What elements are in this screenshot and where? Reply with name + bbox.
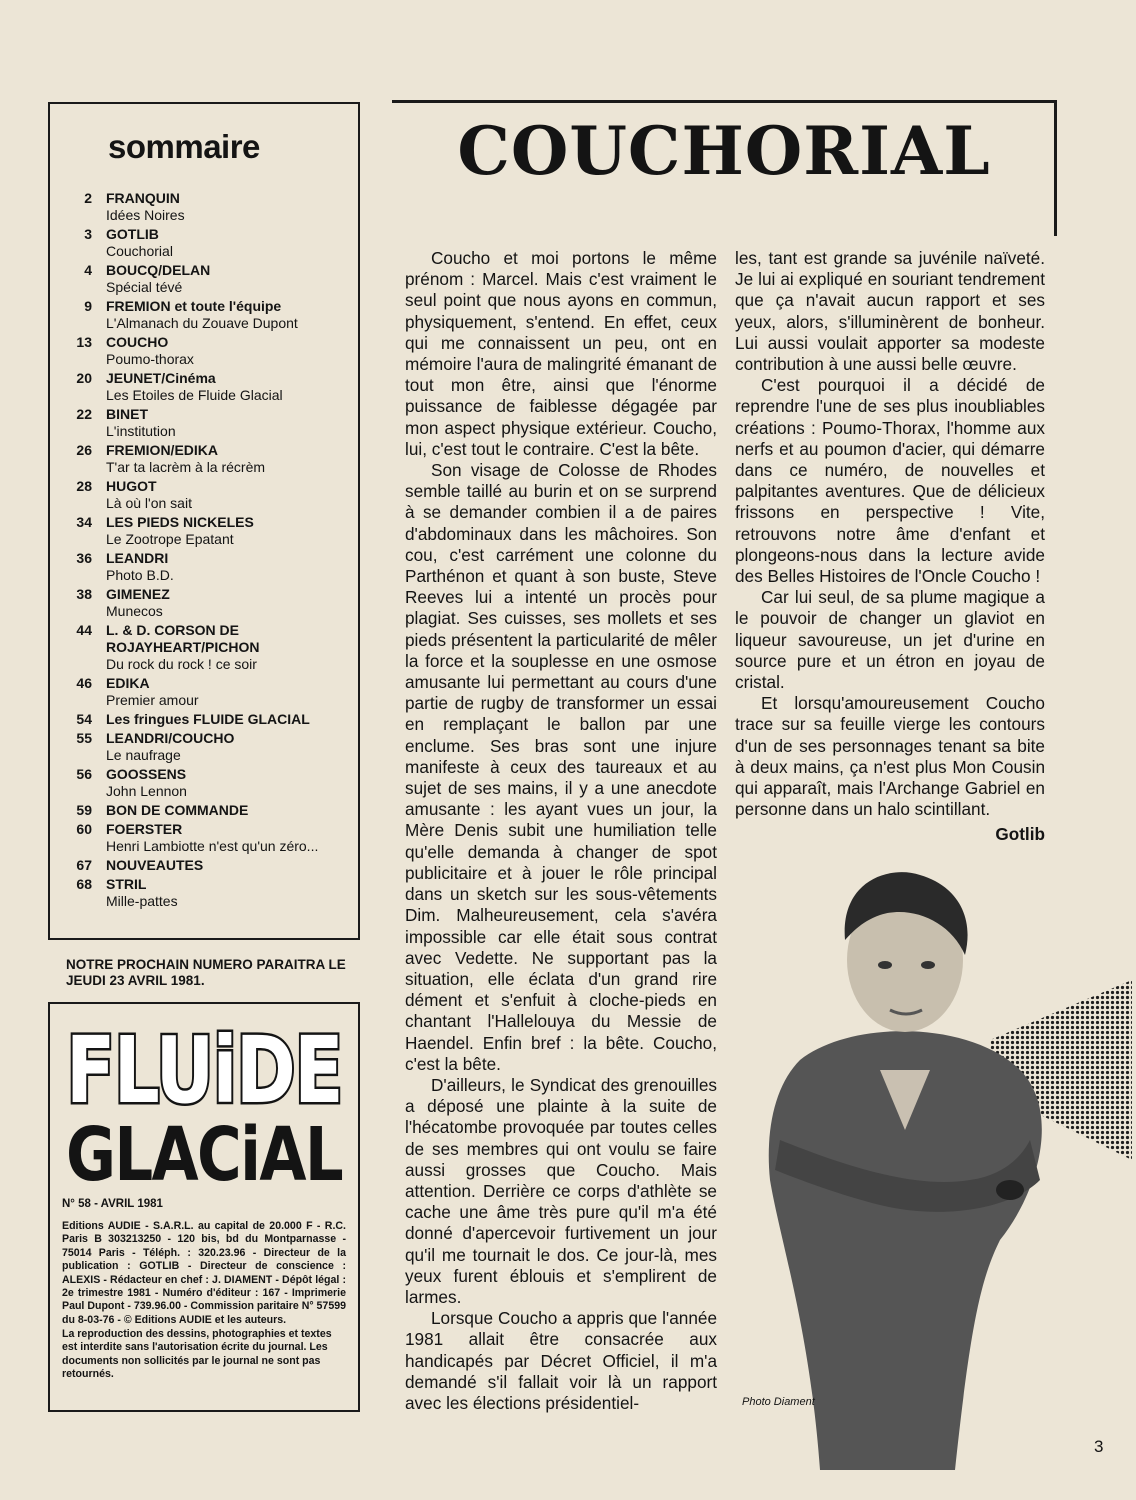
contents-entry <box>106 442 265 476</box>
contents-author: BOUCQ/DELAN <box>106 262 211 278</box>
contents-page-number: 46 <box>76 675 92 691</box>
logo-word-fluide: FLUiDE <box>66 1017 342 1124</box>
contents-item <box>58 857 348 874</box>
contents-author: HUGOT <box>106 478 157 494</box>
contents-item <box>58 226 348 260</box>
contents-author: FRANQUIN <box>106 190 180 206</box>
contents-story: Le naufrage <box>106 747 181 763</box>
author-signature: Gotlib <box>995 824 1045 845</box>
contents-author: Les fringues FLUIDE GLACIAL <box>106 711 310 727</box>
contents-story: T'ar ta lacrèm à la récrèm <box>106 459 266 475</box>
right-eye <box>921 961 935 969</box>
contents-story: John Lennon <box>106 783 187 799</box>
contents-author: LES PIEDS NICKELES <box>106 514 254 530</box>
article-paragraph: les, tant est grande sa juvénile naïveté. Je lui ai expliqué en souriant tendrement que ça n'avait aucun rapport et ses yeux, alors, s'illuminèrent de bonheur. Lui aussi voulait apporter sa modeste contribution à une aussi belle œuvre. <box>735 248 1045 375</box>
contents-story: Mille-pattes <box>106 893 178 909</box>
contents-author: LEANDRI <box>106 550 169 566</box>
contents-author: COUCHO <box>106 334 169 350</box>
contents-author: BON DE COMMANDE <box>106 802 249 818</box>
contents-story: L'Almanach du Zouave Dupont <box>106 315 298 331</box>
left-eye <box>878 961 892 969</box>
contents-story: Photo B.D. <box>106 567 174 583</box>
author-photo <box>740 860 1132 1470</box>
contents-story: Couchorial <box>106 243 173 259</box>
contents-page-number: 54 <box>76 711 92 727</box>
article-paragraph: Lorsque Coucho a appris que l'année 1981 allait être consacrée aux handicapés par Décret Officiel, il m'a demandé s'il fallait voir là un rapport avec les élections présidentiel- <box>405 1308 717 1413</box>
article-paragraph: Son visage de Colosse de Rhodes semble taillé au burin et on se surprend à se demander combien il a de paires d'abdominaux dans les mâchoires. Son cou, c'est carrément une colonne du Parthénon et quant à son buste, Steve Reeves lui a intenté un procès pour plagiat. Ses cuisses, ses mollets et ses pieds présentent la particularité de mêler la force et la souplesse en une osmose amusante lui permettant au cours d'une partie de rugby de transformer un essai en remplaçant le ballon par une enclume. Ses bras sont une injure manifeste à ceux des taureaux et au sujet de ses mains, il y a une anecdote amusante : les ayant vues un jour, la Mère Denis subit une humiliation telle qu'elle demanda à changer de spot publicitaire et à jouer le rôle principal dans un sketch sur les sous-vêtements Dim. Malheureusement, cela s'avéra impossible car elle était sous contrat avec Vedette. Ne supportant pas la situation, elle éclata d'un grand rire dément et s'enfuit à cloche-pieds en chantant l'Hallelouya du Messie de Haendel. Enfin bref : la bête. Coucho, c'est la bête. <box>405 460 717 1074</box>
contents-page-number: 59 <box>76 802 92 818</box>
contents-page-number: 28 <box>76 478 92 494</box>
contents-author: LEANDRI/COUCHO <box>106 730 235 746</box>
contents-item <box>58 766 348 800</box>
contents-page-number: 60 <box>76 821 92 837</box>
contents-story: L'institution <box>106 423 176 439</box>
contents-entry <box>106 514 254 548</box>
contents-page-number: 4 <box>84 262 92 278</box>
article-column-2 <box>735 248 1045 846</box>
contents-author: FOERSTER <box>106 821 183 837</box>
contents-entry <box>106 675 199 709</box>
contents-author: GOOSSENS <box>106 766 187 782</box>
contents-story: Les Etoiles de Fluide Glacial <box>106 387 283 403</box>
contents-author: NOUVEAUTES <box>106 857 204 873</box>
wristwatch <box>996 1180 1024 1200</box>
contents-page-number: 44 <box>76 622 92 638</box>
contents-page-number: 26 <box>76 442 92 458</box>
contents-item <box>58 298 348 332</box>
contents-author: FREMION et toute l'équipe <box>106 298 282 314</box>
contents-entry <box>106 622 348 673</box>
fluide-glacial-logo <box>62 1016 346 1198</box>
contents-page-number: 2 <box>84 190 92 206</box>
contents-item <box>58 711 348 728</box>
contents-item <box>58 478 348 512</box>
contents-entry <box>106 802 248 819</box>
contents-item <box>58 586 348 620</box>
contents-item <box>58 730 348 764</box>
article-column-1 <box>405 248 717 1414</box>
contents-story: Le Zootrope Epatant <box>106 531 234 547</box>
contents-item <box>58 406 348 440</box>
article-paragraph: Coucho et moi portons le même prénom : Marcel. Mais c'est vraiment le seul point que nous ayons en commun, physiquement, s'entend. En effet, ceux qui me connaissent un peu, ont en mémoire l'aura de malingrité émanant de tout mon être, ainsi que l'énorme puissance de faiblesse dégagée par mon aspect physique extérieur. Coucho, lui, c'est tout le contraire. C'est la bête. <box>405 248 717 459</box>
contents-item <box>58 550 348 584</box>
contents-author: JEUNET/Cinéma <box>106 370 216 386</box>
contents-entry <box>106 190 185 224</box>
contents-item <box>58 876 348 910</box>
contents-item <box>58 514 348 548</box>
contents-item <box>58 821 348 855</box>
contents-item <box>58 334 348 368</box>
legal-notice: Editions AUDIE - S.A.R.L. au capital de 20.000 F - R.C. Paris B 303213250 - 120 bis, bd du Montparnasse - 75014 Paris - Téléph. : 320.23.96 - Directeur de la publication : GOTLIB - Directeur de conscience : ALEXIS - Rédacteur en chef : J. DIAMENT - Dépôt légal : 2e trimestre 1981 - Numéro d'éditeur : 167 - Imprimerie Paul Dupont - 739.96.00 - Commission paritaire N° 57599 du 8-03-76 - © Editions AUDIE et les auteurs. <box>62 1220 346 1326</box>
article-paragraph: Et lorsqu'amoureusement Coucho trace sur sa feuille vierge les contours d'un de ses personnages tenant sa bite à deux mains, ça n'est plus Mon Cousin qui apparaît, mais l'Archange Gabriel en personne dans un halo scintillant. <box>735 693 1045 820</box>
contents-story: Poumo-thorax <box>106 351 194 367</box>
contents-page-number: 13 <box>76 334 92 350</box>
contents-page-number: 67 <box>76 857 92 873</box>
contents-author: EDIKA <box>106 675 150 691</box>
contents-entry <box>106 586 170 620</box>
contents-entry <box>106 478 192 512</box>
contents-entry <box>106 406 176 440</box>
article-paragraph: C'est pourquoi il a décidé de reprendre l'une de ses plus inoubliables créations : Poumo-Thorax, l'homme aux nerfs et au poumon d'acier, qui démarre dans ce numéro, de nouvelles et palpitantes aventures. Que de délicieux frissons en perspective ! Vite, retrouvons notre âme d'enfant et plongeons-nous dans la lecture avide des Belles Histoires de l'Oncle Coucho ! <box>735 375 1045 587</box>
contents-page-number: 36 <box>76 550 92 566</box>
contents-item <box>58 190 348 224</box>
contents-story: Premier amour <box>106 692 199 708</box>
rights-notice: La reproduction des dessins, photographies et textes est interdite sans l'autorisation écrite du journal. Les documents non sollicités par le journal ne sont pas retournés. <box>62 1328 332 1381</box>
contents-author: GOTLIB <box>106 226 159 242</box>
contents-author: STRIL <box>106 876 147 892</box>
contents-item <box>58 262 348 296</box>
contents-item <box>58 675 348 709</box>
contents-story: Du rock du rock ! ce soir <box>106 656 257 672</box>
contents-story: Spécial tévé <box>106 279 183 295</box>
logo-word-glacial: GLACiAL <box>66 1112 343 1198</box>
contents-author: GIMENEZ <box>106 586 170 602</box>
contents-entry <box>106 730 234 764</box>
contents-entry <box>106 711 310 728</box>
page-number: 3 <box>1094 1437 1104 1456</box>
contents-page-number: 68 <box>76 876 92 892</box>
contents-story: Henri Lambiotte n'est qu'un zéro... <box>106 838 319 854</box>
contents-page-number: 22 <box>76 406 92 422</box>
contents-entry <box>106 857 203 874</box>
contents-list <box>58 190 348 912</box>
contents-entry <box>106 876 178 910</box>
contents-entry <box>106 226 173 260</box>
contents-item <box>58 802 348 819</box>
contents-entry <box>106 334 194 368</box>
photo-credit: Photo Diament <box>742 1396 815 1408</box>
contents-item <box>58 370 348 404</box>
contents-item <box>58 442 348 476</box>
contents-entry <box>106 298 298 332</box>
contents-entry <box>106 766 187 800</box>
contents-entry <box>106 821 318 855</box>
contents-story: Munecos <box>106 603 163 619</box>
contents-page-number: 3 <box>84 226 92 242</box>
contents-item <box>58 622 348 673</box>
contents-entry <box>106 550 174 584</box>
contents-entry <box>106 262 210 296</box>
contents-title: sommaire <box>108 128 260 165</box>
contents-page-number: 55 <box>76 730 92 746</box>
contents-entry <box>106 370 283 404</box>
article-title: COUCHORIAL <box>457 112 991 190</box>
next-issue-notice: NOTRE PROCHAIN NUMERO PARAITRA LE JEUDI 23 AVRIL 1981. <box>66 957 346 988</box>
contents-author: L. & D. CORSON DE ROJAYHEART/PICHON <box>106 622 260 655</box>
contents-page-number: 38 <box>76 586 92 602</box>
contents-author: FREMION/EDIKA <box>106 442 218 458</box>
contents-author: BINET <box>106 406 148 422</box>
contents-story: Là où l'on sait <box>106 495 192 511</box>
article-paragraph: D'ailleurs, le Syndicat des grenouilles a déposé une plainte à la suite de l'hécatombe provoquée par toutes celles de ses membres qui ont voulu se faire aussi grosses que Coucho. Mais attention. Derrière ce corps d'athlète se cache une âme très pure qu'il m'a été donné d'apercevoir furtivement un jour qu'il me tournait le dos. Ce jour-là, mes yeux furent éblouis et s'emplirent de larmes. <box>405 1074 717 1307</box>
article-paragraph: Car lui seul, de sa plume magique a le pouvoir de changer un glaviot en liqueur savoureuse, un jet d'urine en source pure et un étron en joyau de cristal. <box>735 587 1045 693</box>
contents-page-number: 56 <box>76 766 92 782</box>
contents-page-number: 9 <box>84 298 92 314</box>
contents-page-number: 20 <box>76 370 92 386</box>
title-rule <box>392 100 1056 103</box>
contents-story: Idées Noires <box>106 207 185 223</box>
contents-page-number: 34 <box>76 514 92 530</box>
issue-number: N° 58 - AVRIL 1981 <box>62 1198 163 1210</box>
